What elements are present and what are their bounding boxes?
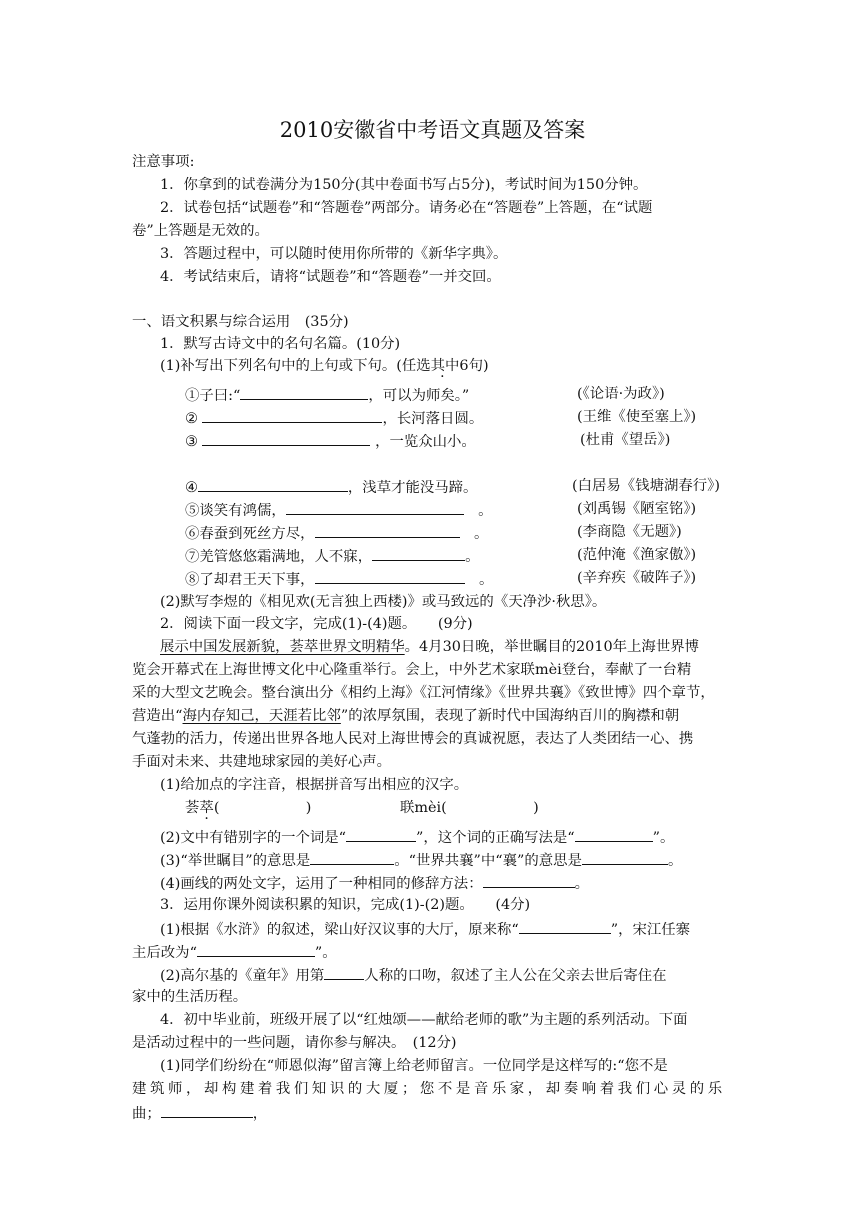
- poem-line: [185, 522, 488, 544]
- page-title: 2010安徽省中考语文真题及答案: [279, 118, 586, 142]
- poem-source: (王维《使至塞上》): [577, 409, 697, 425]
- poem-source: (辛弃疾《破阵子》): [577, 570, 697, 586]
- poem-line: [185, 476, 477, 498]
- question-text: ，: [252, 1106, 268, 1122]
- answer-blank[interactable]: [197, 941, 315, 957]
- poem-suffix: 。: [473, 526, 489, 542]
- question-4: 4．初中毕业前，班级开展了以“红烛颂——献给老师的歌”为主题的系列活动。下面: [160, 1012, 688, 1028]
- passage-line: 气蓬勃的活力，传递出世界各地人民对上海世博会的真诚祝愿，表达了人类团结一心、携: [132, 731, 694, 747]
- question-2-4: [160, 872, 589, 894]
- answer-blank[interactable]: [582, 849, 668, 865]
- poem-source: (范仲淹《渔家傲》): [577, 547, 697, 563]
- answer-blank[interactable]: [198, 476, 348, 492]
- section-heading: 一、语文积累与综合运用 (35分): [132, 314, 349, 330]
- answer-blank[interactable]: [575, 826, 653, 842]
- poem-prefix: ⑦羌管悠悠霜满地，人不寐，: [185, 549, 373, 565]
- answer-blank[interactable]: [161, 1102, 253, 1118]
- poem-line: [185, 568, 493, 590]
- question-4-1: (1)同学们纷纷在“师恩似海”留言簿上给老师留言。一位同学是这样写的:“您不是: [160, 1058, 668, 1074]
- answer-blank[interactable]: [202, 430, 370, 446]
- underlined-phrase: 海内存知己，天涯若比邻: [182, 708, 341, 724]
- poem-line: [185, 545, 480, 567]
- question-text: 主后改为“: [132, 945, 197, 961]
- question-text: ”。: [652, 830, 675, 846]
- underlined-phrase: 展示中国发展新貌，荟萃世界文明精华: [160, 639, 405, 655]
- notice-item: 2．试卷包括“试题卷”和“答题卷”两部分。请务必在“答题卷”上答题，在“试题: [160, 200, 653, 216]
- question-2-3: [160, 849, 682, 871]
- poem-suffix: ，一览众山小。: [375, 434, 476, 450]
- question-3-1: [160, 918, 690, 940]
- passage-text: ”的浓厚氛围，表现了新时代中国海纳百川的胸襟和朝: [340, 708, 680, 724]
- answer-blank[interactable]: [372, 545, 465, 561]
- answer-blank[interactable]: [202, 407, 382, 423]
- answer-blank[interactable]: [310, 849, 394, 865]
- pinyin-item[interactable]: 联mèi( ): [400, 800, 539, 816]
- question-1-1: [160, 356, 489, 376]
- poem-source: (刘禹锡《陋室铭》): [577, 501, 697, 517]
- poem-suffix: ，长河落日圆。: [382, 411, 484, 427]
- question-2-1: (1)给加点的字注音，根据拼音写出相应的汉字。: [160, 777, 469, 793]
- poem-source: (杜甫《望岳》): [580, 432, 671, 448]
- question-text: 曲；: [132, 1106, 161, 1122]
- poem-source: (白居易《钱塘湖春行》): [572, 478, 720, 494]
- question-text: 人称的口吻，叙述了主人公在父亲去世后寄住在: [364, 968, 667, 984]
- answer-blank[interactable]: [240, 384, 368, 400]
- notice-item: 1．你拿到的试卷满分为150分(其中卷面书写占5分)，考试时间为150分钟。: [160, 177, 648, 193]
- question-text: (1)补写出下列名句中的上句或下句。(: [160, 358, 402, 374]
- poem-prefix: ②: [185, 411, 198, 427]
- answer-blank[interactable]: [315, 522, 460, 538]
- word-text: 荟: [185, 800, 200, 816]
- poem-prefix: ④: [185, 480, 198, 496]
- question-2-2: [160, 826, 674, 848]
- question-text: ”，这个词的正确写法是“: [416, 830, 575, 846]
- passage-line: 览会开幕式在上海世博文化中心隆重举行。会上，中外艺术家联mèi登台，奉献了一台精: [132, 662, 692, 678]
- poem-line: [185, 499, 493, 521]
- question-text: 。“世界共襄”中“襄”的意思是: [394, 853, 582, 869]
- question-1: 1．默写古诗文中的名句名篇。(10分): [160, 336, 401, 352]
- notice-heading: 注意事项:: [132, 154, 195, 170]
- poem-prefix: ⑤谈笑有鸿儒，: [185, 503, 286, 519]
- answer-blank[interactable]: [315, 568, 465, 584]
- poem-suffix: 。: [465, 549, 480, 565]
- answer-blank[interactable]: [483, 872, 575, 888]
- answer-blank[interactable]: [324, 964, 364, 980]
- question-text: (1)根据《水浒》的叙述，梁山好汉议事的大厅，原来称“: [160, 922, 519, 938]
- question-text: (3)“举世瞩目”的意思是: [160, 853, 311, 869]
- poem-suffix: ，可以为师矣。”: [368, 388, 470, 404]
- question-2: 2．阅读下面一段文字，完成(1)-(4)题。 (9分): [160, 616, 473, 632]
- answer-blank[interactable]: [519, 918, 611, 934]
- poem-suffix: ，浅草才能没马蹄。: [347, 480, 478, 496]
- question-3: 3．运用你课外阅读积累的知识，完成(1)-(2)题。 (4分): [160, 897, 531, 913]
- question-text: ): [482, 358, 489, 374]
- pinyin-item: [185, 798, 311, 818]
- poem-line: [185, 407, 483, 429]
- passage-line: 手面对未来、共建地球家园的美好心声。: [132, 754, 392, 770]
- answer-parens[interactable]: ( ): [213, 800, 312, 816]
- question-text: ”。: [314, 945, 337, 961]
- question-3-2-cont: 家中的生活历程。: [132, 989, 248, 1005]
- question-text: ”，宋江任寨: [610, 922, 691, 938]
- poem-prefix: ③: [185, 434, 198, 450]
- notice-item: 4．考试结束后，请将“试题卷”和“答题卷”一并交回。: [160, 269, 501, 285]
- question-text: 。: [667, 853, 683, 869]
- question-4-1-cont: 建筑师，却构建着我们知识的大厦；您不是音乐家，却奏响着我们心灵的乐: [132, 1081, 726, 1097]
- poem-source: (《论语·为政》): [577, 386, 665, 402]
- question-text: (2)文中有错别字的一个词是“: [160, 830, 347, 846]
- poem-source: (李商隐《无题》): [577, 524, 682, 540]
- poem-line: [185, 384, 469, 406]
- dotted-char: 萃: [199, 800, 214, 816]
- question-text: (2)高尔基的《童年》用第: [160, 968, 325, 984]
- answer-blank[interactable]: [346, 826, 416, 842]
- poem-prefix: ①子曰:“: [185, 388, 241, 404]
- passage-text: 营造出“: [132, 708, 183, 724]
- poem-suffix: 。: [478, 572, 494, 588]
- question-3-1-cont: [132, 941, 337, 963]
- poem-prefix: ⑧了却君王天下事，: [185, 572, 315, 588]
- passage-line: [132, 706, 679, 726]
- question-text: (4)画线的两处文字，运用了一种相同的修辞方法：: [160, 876, 483, 892]
- question-4-cont: 是活动过程中的一些问题，请你参与解决。 (12分): [132, 1035, 457, 1051]
- notice-item: 3．答题过程中，可以随时使用你所带的《新华字典》。: [160, 246, 508, 262]
- question-3-2: [160, 964, 667, 986]
- notice-item: 卷”上答题是无效的。: [132, 223, 269, 239]
- answer-blank[interactable]: [286, 499, 464, 515]
- question-4-1-cont: [132, 1102, 267, 1124]
- question-1-2: (2)默写李煜的《相见欢(无言独上西楼)》或马致远的《天净沙·秋思》。: [160, 594, 607, 610]
- poem-prefix: ⑥春蚕到死丝方尽，: [185, 526, 315, 542]
- poem-line: [185, 430, 476, 452]
- passage-text: 。4月30日晚，举世瞩目的2010年上海世界博: [404, 639, 699, 655]
- poem-suffix: 。: [478, 503, 493, 519]
- passage-line: [160, 637, 699, 657]
- passage-line: 采的大型文艺晚会。整台演出分《相约上海》《江河情缘》《世界共襄》《致世博》四个章节，: [132, 685, 715, 701]
- emphasis-text: 任选其中6句 ·: [402, 358, 483, 374]
- question-text: 。: [574, 876, 589, 892]
